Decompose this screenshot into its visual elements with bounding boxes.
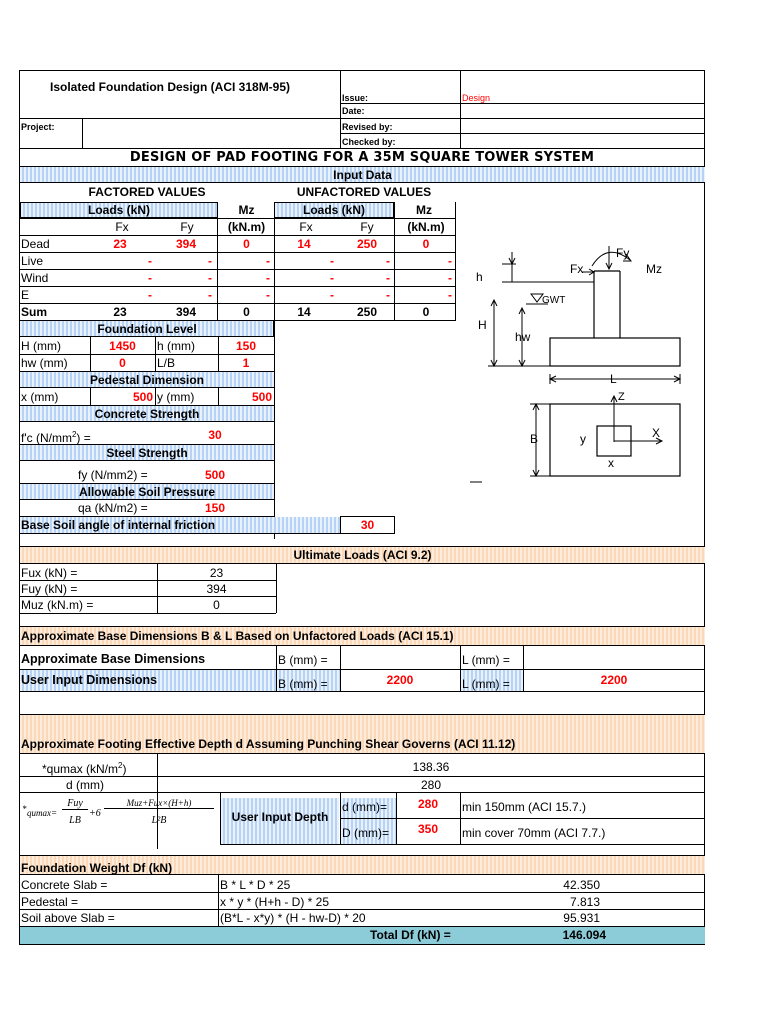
issue-value[interactable]: Design [462, 93, 491, 103]
friction-value[interactable]: 30 [360, 518, 375, 532]
row-wind-label: Wind [21, 271, 49, 285]
diagram-mz-label: Mz [646, 262, 662, 276]
min-cover-note: min cover 70mm (ACI 7.7.) [462, 826, 606, 840]
header-line [19, 148, 705, 149]
weight-row-value: 42.350 [563, 878, 600, 892]
e-factored-fy[interactable]: - [208, 288, 212, 302]
depth-title: Approximate Footing Effective Depth d Assuming Punching Shear Governs (ACI 11.12) [21, 737, 516, 751]
header-divider [460, 70, 461, 148]
total-value: 146.094 [562, 928, 606, 942]
lb-value[interactable]: 1 [242, 356, 250, 370]
user-input-dim-label: User Input Dimensions [21, 673, 158, 687]
factored-title: FACTORED VALUES [88, 185, 206, 199]
D-eq-label: D (mm)= [342, 826, 389, 840]
friction-label: Base Soil angle of internal friction [21, 518, 216, 532]
weight-row-label: Concrete Slab = [21, 878, 108, 892]
live-unfactored-fy[interactable]: - [386, 254, 390, 268]
fuy-value: 394 [206, 582, 227, 596]
weight-title: Foundation Weight Df (kN) [21, 861, 173, 875]
y-label: y (mm) [157, 390, 195, 404]
weight-row-label: Soil above Slab = [21, 911, 115, 925]
row-live-label: Live [21, 254, 44, 268]
diagram-z-label: Z [618, 391, 625, 403]
sum-factored-fx: 23 [113, 305, 127, 319]
diagram-fy-label: Fy [616, 246, 630, 260]
d-input[interactable]: 280 [417, 797, 439, 811]
fy-label: fy (N/mm2) = [78, 468, 148, 482]
project-label: Project: [21, 122, 55, 132]
loads-label-factored: Loads (kN) [87, 203, 150, 217]
qumax-formula: * qumax= Fuy LB +6 Muz+Fux×(H+h) L²B [22, 796, 218, 832]
approx-base-row-label: Approximate Base Dimensions [21, 652, 206, 666]
dead-unfactored-mz[interactable]: 0 [422, 237, 430, 251]
revised-by-label: Revised by: [342, 122, 393, 132]
document-title: Isolated Foundation Design (ACI 318M-95) [50, 80, 291, 94]
input-data-title: Input Data [333, 168, 392, 182]
pedestal-title: Pedestal Dimension [89, 373, 205, 387]
header-line [340, 103, 705, 104]
muz-value: 0 [213, 598, 220, 612]
row-e-label: E [21, 288, 30, 302]
checked-by-label: Checked by: [342, 137, 396, 147]
header-divider [82, 118, 83, 148]
live-factored-fy[interactable]: - [208, 254, 212, 268]
wind-factored-fx[interactable]: - [148, 271, 152, 285]
dead-unfactored-fx[interactable]: 14 [297, 237, 311, 251]
d-value: 280 [420, 778, 442, 792]
weight-row-formula: x * y * (H+h - D) * 25 [220, 895, 330, 909]
diagram-h-label: h [476, 270, 483, 284]
e-factored-mz[interactable]: - [266, 288, 270, 302]
issue-label: Issue: [342, 93, 369, 103]
fy-value[interactable]: 500 [204, 468, 226, 482]
e-factored-fx[interactable]: - [148, 288, 152, 302]
weight-row-value: 7.813 [569, 895, 600, 909]
sum-factored-mz: 0 [243, 305, 250, 319]
diagram-y-label: y [580, 432, 586, 446]
weight-row-value: 95.931 [563, 911, 600, 925]
sum-unfactored-mz: 0 [422, 305, 430, 319]
d-eq-label: d (mm)= [342, 800, 387, 814]
fc-value[interactable]: 30 [208, 428, 222, 442]
fy-header-unfactored: Fy [360, 220, 374, 234]
qumax-value: 138.36 [412, 760, 450, 774]
wind-unfactored-fy[interactable]: - [386, 271, 390, 285]
dead-factored-fx[interactable]: 23 [113, 237, 127, 251]
header-line [340, 133, 705, 134]
user-l-value[interactable]: 2200 [600, 673, 628, 687]
wind-unfactored-mz[interactable]: - [448, 271, 452, 285]
total-label: Total Df (kN) = [370, 928, 451, 942]
approx-base-title: Approximate Base Dimensions B & L Based on Unfactored Loads (ACI 15.1) [21, 629, 454, 643]
y-value[interactable]: 500 [251, 390, 272, 404]
diagram-x-label: x [608, 456, 614, 470]
row-dead-label: Dead [21, 237, 50, 251]
header-divider [340, 70, 341, 148]
fux-value: 23 [209, 566, 224, 580]
min-d-note: min 150mm (ACI 15.7.) [462, 800, 587, 814]
h-label: h (mm) [157, 339, 195, 353]
user-depth-label: User Input Depth [231, 810, 329, 824]
qa-label: qa (kN/m2) = [78, 501, 148, 515]
sum-unfactored-fy: 250 [356, 305, 378, 319]
live-factored-mz[interactable]: - [266, 254, 270, 268]
qumax-label: *qumax $(kN/m^2)$ [42, 761, 127, 776]
x-value[interactable]: 500 [132, 390, 153, 404]
user-b-value[interactable]: 2200 [386, 673, 414, 687]
e-unfactored-mz[interactable]: - [448, 288, 452, 302]
soil-title: Allowable Soil Pressure [78, 485, 216, 499]
diagram-fx-label: Fx [570, 262, 584, 276]
h-value[interactable]: 150 [235, 339, 257, 353]
diagram-gwt-label: GWT [542, 295, 566, 306]
fux-label: Fux (kN) = [21, 566, 78, 580]
qa-value[interactable]: 150 [204, 501, 226, 515]
d-label: d (mm) [66, 778, 104, 792]
diagram-x-axis-label: X [652, 426, 661, 440]
weight-row-label: Pedestal = [21, 895, 79, 909]
lb-label: L/B [157, 356, 176, 370]
mz-label-unfactored: Mz [416, 203, 432, 217]
footing-diagram [470, 238, 700, 490]
weight-row-formula: (B*L - x*y) * (H - hw-D) * 20 [220, 911, 366, 925]
diagram-B-label: B [530, 432, 539, 446]
x-label: x (mm) [21, 390, 59, 404]
muz-label: Muz (kN.m) = [21, 598, 94, 612]
dead-factored-fy[interactable]: 394 [175, 237, 197, 251]
pedestal-outline [594, 271, 620, 338]
wind-factored-fy[interactable]: - [208, 271, 212, 285]
fc-label: f'c $(N/mm^2)$ = [21, 430, 91, 445]
mz-unit-unfactored: (kN.m) [407, 220, 445, 234]
ultimate-title: Ultimate Loads (ACI 9.2) [293, 548, 432, 562]
diagram-hw-label: hw [515, 330, 531, 344]
dead-factored-mz[interactable]: 0 [243, 237, 250, 251]
live-factored-fx[interactable]: - [148, 254, 152, 268]
fx-header-factored: Fx [115, 220, 129, 234]
header-line [19, 118, 705, 119]
H-label: H (mm) [21, 339, 61, 353]
weight-row-formula: B * L * D * 25 [220, 878, 291, 892]
user-b-label: B (mm) = [278, 677, 328, 691]
mz-unit-factored: (kN.m) [227, 220, 266, 234]
fx-header-unfactored: Fx [299, 220, 313, 234]
unfactored-title: UNFACTORED VALUES [296, 185, 432, 199]
dead-unfactored-fy[interactable]: 250 [356, 237, 378, 251]
wind-unfactored-fx[interactable]: - [330, 271, 334, 285]
live-unfactored-mz[interactable]: - [448, 254, 452, 268]
wind-factored-mz[interactable]: - [266, 271, 270, 285]
date-label: Date: [342, 106, 365, 116]
e-unfactored-fy[interactable]: - [386, 288, 390, 302]
hw-label: hw (mm) [21, 356, 68, 370]
diagram-H-label: H [478, 318, 487, 332]
main-title: DESIGN OF PAD FOOTING FOR A 35M SQUARE TOWER SYSTEM [129, 150, 595, 165]
H-value[interactable]: 1450 [109, 339, 136, 353]
foundation-level-title: Foundation Level [97, 322, 197, 336]
user-l-label: L (mm) = [462, 677, 510, 691]
sum-factored-fy: 394 [175, 305, 197, 319]
D-input[interactable]: 350 [417, 822, 439, 836]
row-sum-label: Sum [21, 305, 48, 319]
diagram-L-label: L [610, 372, 617, 386]
approx-b-label: B (mm) = [278, 653, 328, 667]
fy-header-factored: Fy [180, 220, 194, 234]
mz-label-factored: Mz [238, 203, 255, 217]
live-unfactored-fx[interactable]: - [330, 254, 334, 268]
steel-title: Steel Strength [106, 446, 188, 460]
slab-outline [550, 338, 680, 366]
sum-unfactored-fx: 14 [297, 305, 311, 319]
e-unfactored-fx[interactable]: - [330, 288, 334, 302]
approx-l-label: L (mm) = [462, 653, 510, 667]
concrete-title: Concrete Strength [94, 407, 200, 421]
hw-value[interactable]: 0 [119, 356, 126, 370]
loads-label-unfactored: Loads (kN) [302, 203, 365, 217]
fuy-label: Fuy (kN) = [21, 582, 78, 596]
